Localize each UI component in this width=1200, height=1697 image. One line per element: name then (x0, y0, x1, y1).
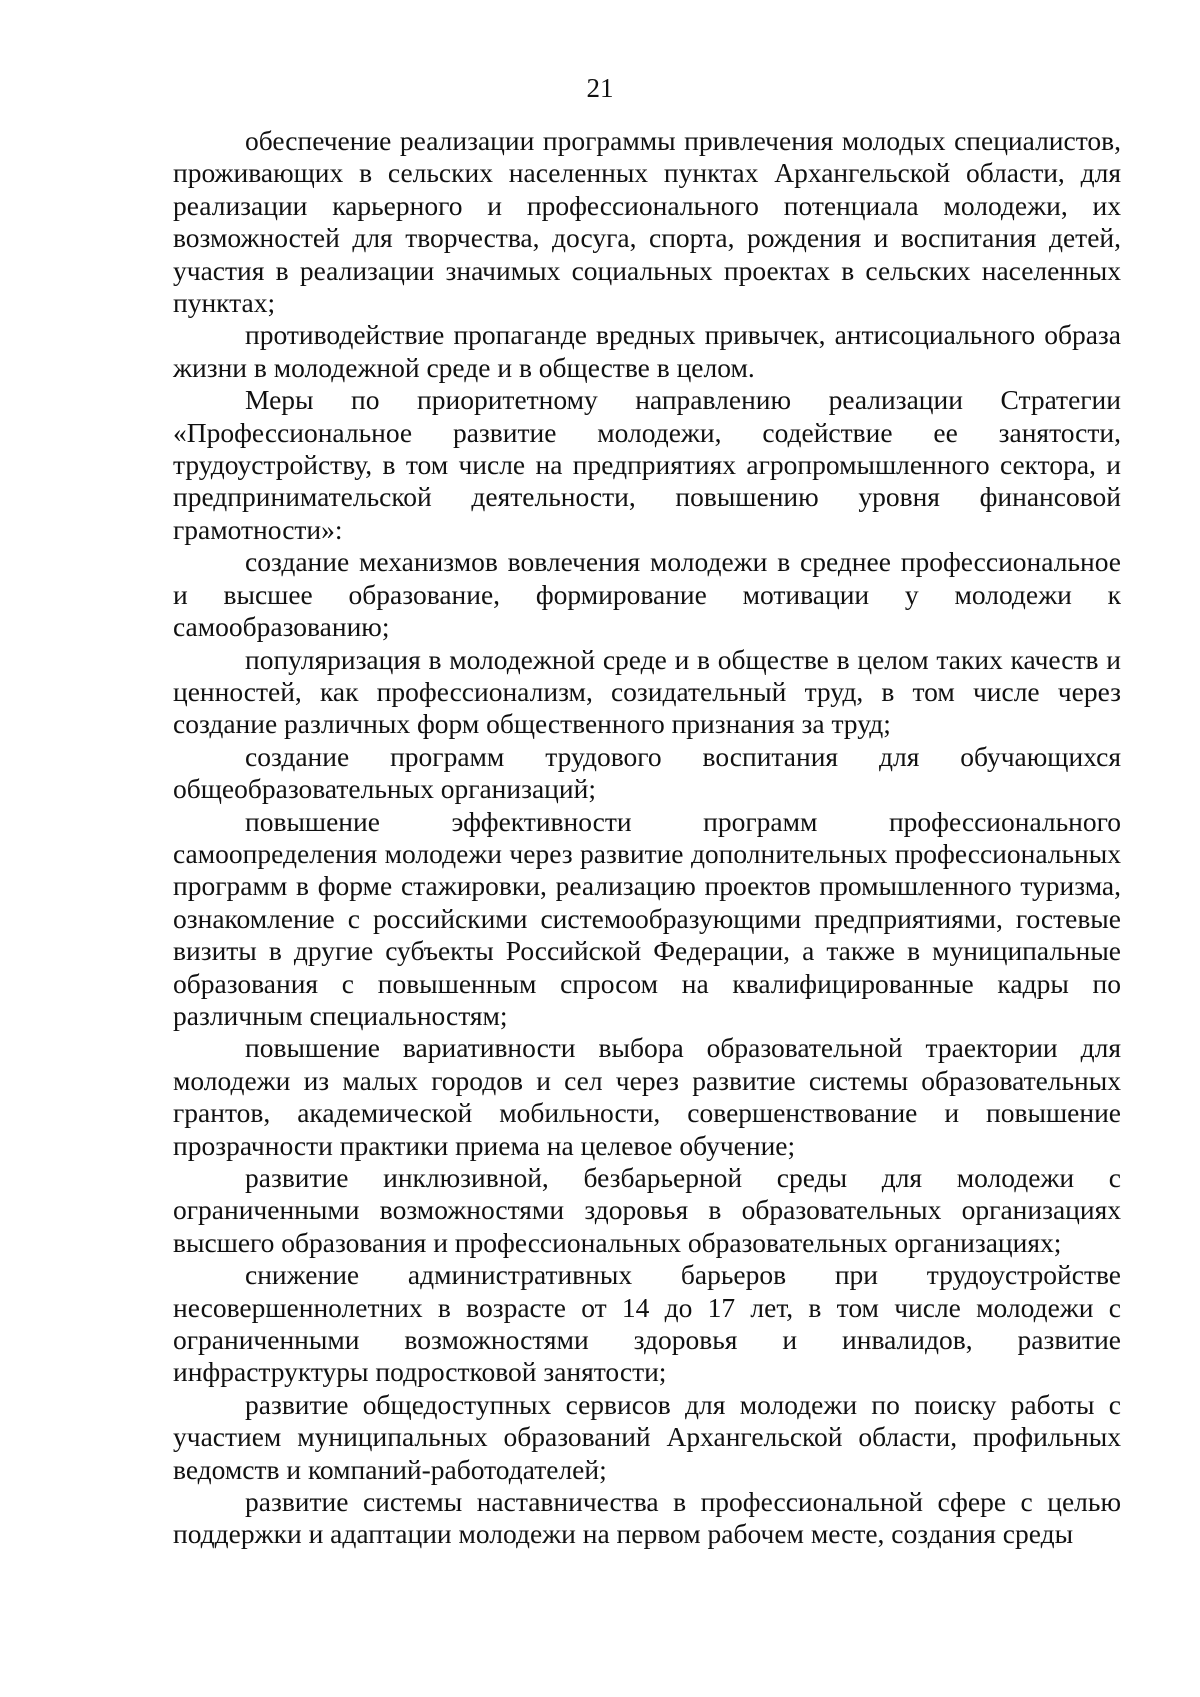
paragraph: развитие общедоступных сервисов для молодежи по поиску работы с участием муниципальных образований Архангельской области, профильных ведомств и компаний-работодателей; (173, 1388, 1121, 1485)
page-number: 21 (586, 73, 614, 103)
paragraph: популяризация в молодежной среде и в обществе в целом таких качеств и ценностей, как профессионализм, созидательный труд, в том числе через создание различных форм общественного признания за труд; (173, 643, 1121, 740)
paragraph: противодействие пропаганде вредных привычек, антисоциального образа жизни в молодежной среде и в обществе в целом. (173, 319, 1121, 383)
paragraph: снижение административных барьеров при трудоустройстве несовершеннолетних в возрасте от 14 до 17 лет, в том числе молодежи с ограниченными возможностями здоровья и инвалидов, развитие инфраструктуры подростковой занятости; (173, 1259, 1121, 1388)
paragraph: развитие системы наставничества в профессиональной сфере с целью поддержки и адаптации молодежи на первом рабочем месте, создания среды (173, 1486, 1121, 1550)
paragraph: повышение вариативности выбора образовательной траектории для молодежи из малых городов и сел через развитие системы образовательных грантов, академической мобильности, совершенствование и повышение прозрачности практики приема на целевое обучение; (173, 1032, 1121, 1161)
paragraph: обеспечение реализации программы привлечения молодых специалистов, проживающих в сельских населенных пунктах Архангельской области, для реализации карьерного и профессионального потенциала молодежи, их возможностей для творчества, досуга, спорта, рождения и воспитания детей, участия в реализации значимых социальных проектах в сельских населенных пунктах; (173, 125, 1121, 319)
document-body (173, 125, 1121, 1551)
paragraph: развитие инклюзивной, безбарьерной среды для молодежи с ограниченными возможностями здоровья в образовательных организациях высшего образования и профессиональных образовательных организациях; (173, 1162, 1121, 1258)
paragraph: создание программ трудового воспитания для обучающихся общеобразовательных организаций; (173, 740, 1121, 805)
paragraph: создание механизмов вовлечения молодежи в среднее профессиональное и высшее образование, формирование мотивации у молодежи к самообразованию; (173, 546, 1121, 643)
paragraph: Меры по приоритетному направлению реализации Стратегии «Профессиональное развитие молодежи, содействие ее занятости, трудоустройству, в том числе на предприятиях агропромышленного сектора, и предпринимательской деятельности, повышению уровня финансовой грамотности»: (173, 384, 1121, 545)
paragraph: повышение эффективности программ профессионального самоопределения молодежи через развитие дополнительных профессиональных программ в форме стажировки, реализацию проектов промышленного туризма, ознакомление с российскими системообразующими предприятиями, гостевые визиты в другие субъекты Российской Федерации, а также в муниципальные образования с повышенным спросом на квалифицированные кадры по различным специальностям; (173, 805, 1121, 1031)
